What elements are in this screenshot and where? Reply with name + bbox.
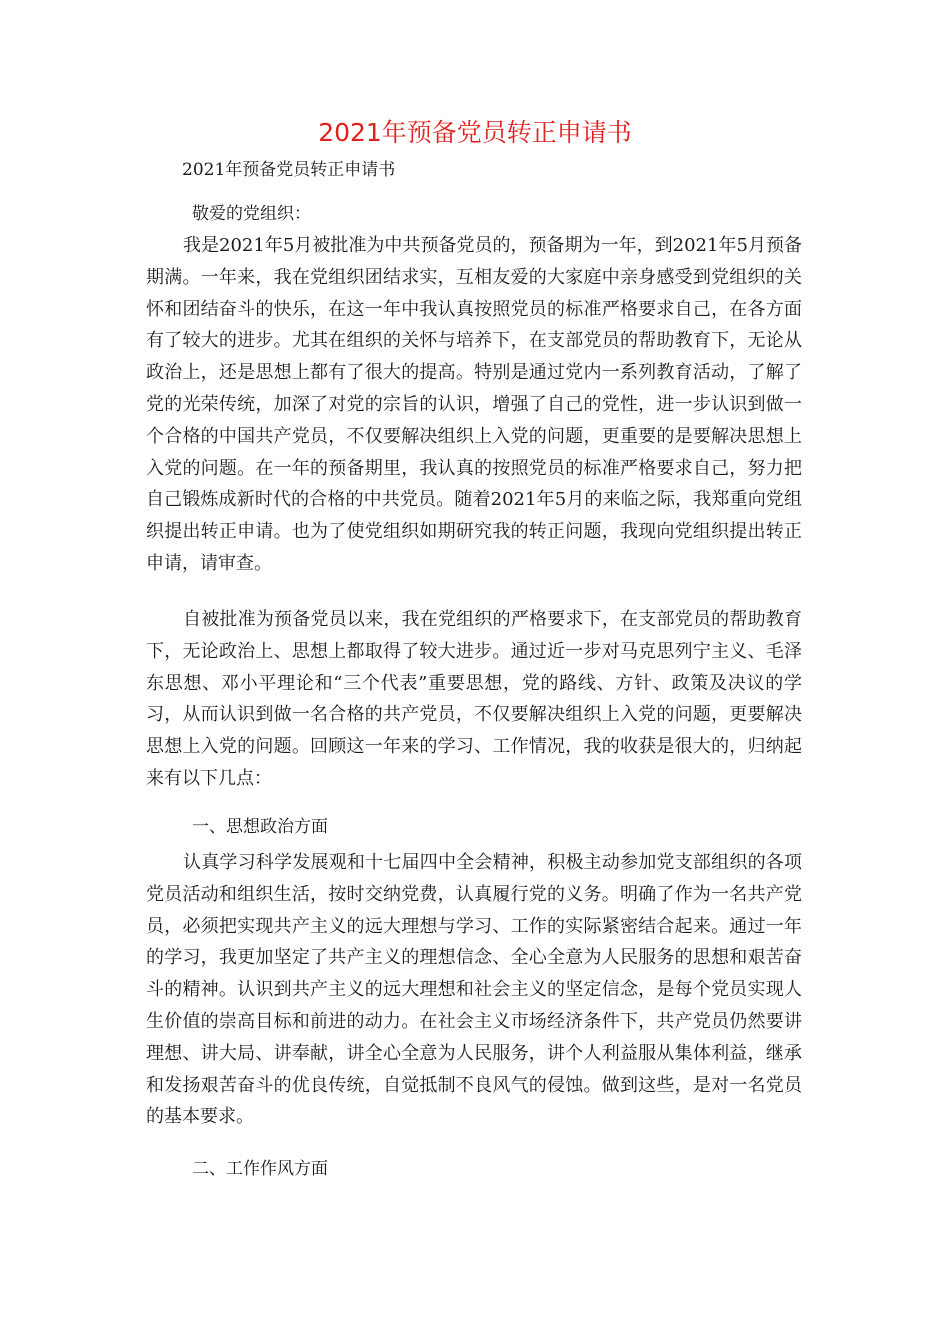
section-heading-work-style: 二、工作作风方面: [192, 1159, 328, 1179]
salutation: 敬爱的党组织：: [192, 204, 311, 224]
body-paragraph: 自被批准为预备党员以来，我在党组织的严格要求下，在支部党员的帮助教育下，无论政治上、思想上都取得了较大进步。通过近一步对马克思列宁主义、毛泽东思想、邓小平理论和“三个代表”重要思想，党的路线、方针、政策及决议的学习，从而认识到做一名合格的共产党员，不仅要解决组织上入党的问题，更要解决思想上入党的问题。回顾这一年来的学习、工作情况，我的收获是很大的，归纳起来有以下几点：: [146, 609, 802, 789]
document-title: 2021年预备党员转正申请书: [318, 118, 632, 147]
body-paragraph: 我是2021年5月被批准为中共预备党员的，预备期为一年，到2021年5月预备期满。一年来，我在党组织团结求实，互相友爱的大家庭中亲身感受到党组织的关怀和团结奋斗的快乐，在这一年中我认真按照党员的标准严格要求自己，在各方面有了较大的进步。尤其在组织的关怀与培养下，在支部党员的帮助教育下，无论从政治上，还是思想上都有了很大的提高。特别是通过党内一系列教育活动，了解了党的光荣传统，加深了对党的宗旨的认识，增强了自己的党性，进一步认识到做一个合格的中国共产党员，不仅要解决组织上入党的问题，更重要的是要解决思想上入党的问题。在一年的预备期里，我认真的按照党员的标准严格要求自己，努力把自己锻炼成新时代的合格的中共党员。随着2021年5月的来临之际，我郑重向党组织提出转正申请。也为了使党组织如期研究我的转正问题，我现向党组织提出转正申请，请审查。: [146, 235, 802, 574]
body-paragraph: 认真学习科学发展观和十七届四中全会精神，积极主动参加党支部组织的各项党员活动和组织生活，按时交纳党费，认真履行党的义务。明确了作为一名共产党员，必须把实现共产主义的远大理想与学习、工作的实际紧密结合起来。通过一年的学习，我更加坚定了共产主义的理想信念、全心全意为人民服务的思想和艰苦奋斗的精神。认识到共产主义的远大理想和社会主义的坚定信念，是每个党员实现人生价值的崇高目标和前进的动力。在社会主义市场经济条件下，共产党员仍然要讲理想、讲大局、讲奉献，讲全心全意为人民服务，讲个人利益服从集体利益，继承和发扬艰苦奋斗的优良传统，自觉抵制不良风气的侵蚀。做到这些，是对一名党员的基本要求。: [146, 852, 802, 1128]
document-subtitle: 2021年预备党员转正申请书: [182, 160, 396, 180]
section-heading-political: 一、思想政治方面: [192, 817, 328, 837]
